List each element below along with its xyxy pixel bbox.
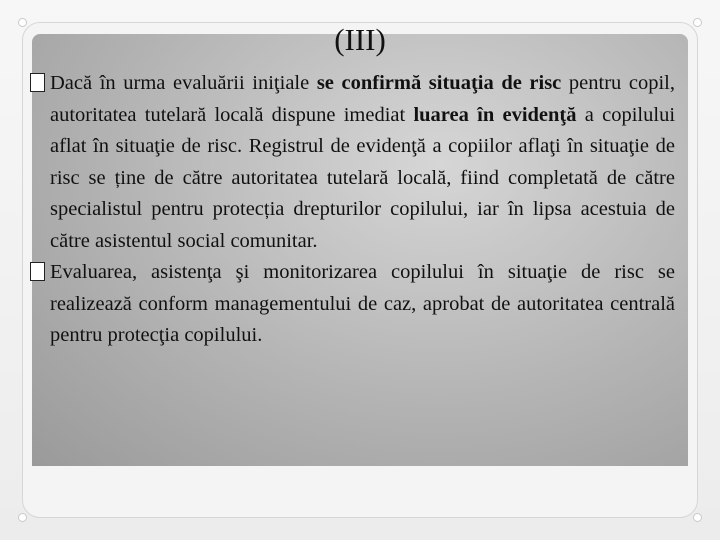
bullet-box-icon — [30, 262, 45, 281]
text-segment-bold: luarea în evidenţă — [413, 103, 577, 126]
bullet-box-icon — [30, 73, 45, 92]
slide-title: (III) — [334, 22, 386, 57]
paragraph-1 — [30, 68, 675, 257]
text-segment: Dacă în urma evaluării iniţiale — [50, 72, 317, 94]
corner-dot-icon — [693, 513, 702, 522]
slide-body — [30, 68, 675, 352]
text-segment-bold: se confirmă situaţia de risc — [316, 72, 562, 94]
corner-dot-icon — [18, 513, 27, 522]
paragraph-2 — [30, 257, 675, 352]
text-segment: a copilului aflat în situaţie de risc. Registrul de evidenţă a copiilor aflaţi în situaţie de risc se ține de către autoritatea tutelară locală, fiind completată de către specialistul pentru protecția drepturilor copilului, iar în lipsa acestuia de către asistentul social comunitar. — [50, 103, 676, 252]
text-segment: Evaluarea, asistenţa şi monitorizarea copilului în situaţie de risc se realizează conform managementului de caz, aprobat de autoritatea centrală pentru protecţia copilului. — [50, 261, 675, 346]
text-segment: pentru copil, autoritatea tutelară locală dispune imediat — [50, 72, 675, 126]
